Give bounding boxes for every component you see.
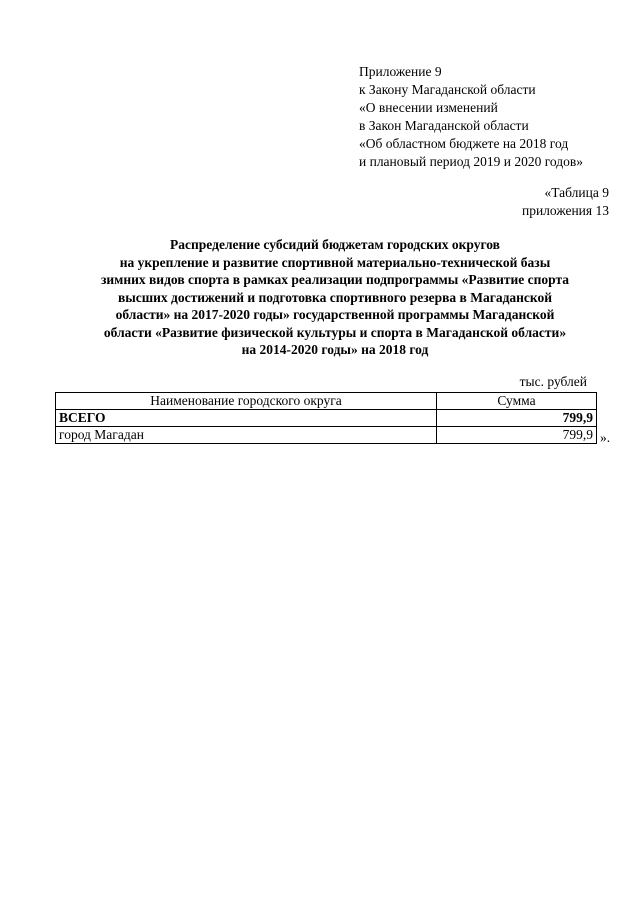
- title-line: Распределение субсидий бюджетам городских округов: [170, 237, 500, 252]
- header-sum: Сумма: [437, 393, 597, 410]
- table-header-row: [56, 393, 597, 410]
- title-line: на укрепление и развитие спортивной материально-технической базы: [119, 254, 551, 270]
- table-reference-line: «Таблица 9: [544, 185, 609, 200]
- cell-sum: 799,9: [437, 427, 597, 444]
- subsidy-table: [55, 392, 597, 444]
- cell-name: город Магадан: [56, 427, 437, 444]
- appendix-line: «Об областном бюджете на 2018 год: [359, 136, 569, 151]
- cell-name: ВСЕГО: [56, 410, 437, 427]
- title-line: области» на 2017-2020 годы» государственной программы Магаданской: [115, 307, 555, 322]
- appendix-header: [359, 63, 583, 171]
- table-reference: [522, 184, 609, 220]
- table-row-total: [56, 410, 597, 427]
- title-line: на 2014-2020 годы» на 2018 год: [241, 342, 429, 357]
- appendix-line: «О внесении изменений: [359, 100, 498, 115]
- closing-quote: ».: [600, 430, 611, 445]
- appendix-line: и плановый период 2019 и 2020 годов»: [359, 154, 584, 169]
- cell-sum: 799,9: [437, 410, 597, 427]
- appendix-line: Приложение 9: [359, 64, 442, 79]
- title-line: зимних видов спорта в рамках реализации подпрограммы «Развитие спорта: [100, 272, 570, 287]
- appendix-line: в Закон Магаданской области: [359, 118, 529, 133]
- units-label: тыс. рублей: [519, 374, 587, 389]
- table-row: [56, 427, 597, 444]
- document-title: [50, 236, 620, 359]
- title-line: высших достижений и подготовка спортивного резерва в Магаданской: [117, 289, 553, 305]
- appendix-line: к Закону Магаданской области: [359, 82, 536, 97]
- header-name: Наименование городского округа: [56, 393, 437, 410]
- table-reference-line: приложения 13: [521, 203, 609, 218]
- title-line: области «Развитие физической культуры и спорта в Магаданской области»: [103, 324, 567, 340]
